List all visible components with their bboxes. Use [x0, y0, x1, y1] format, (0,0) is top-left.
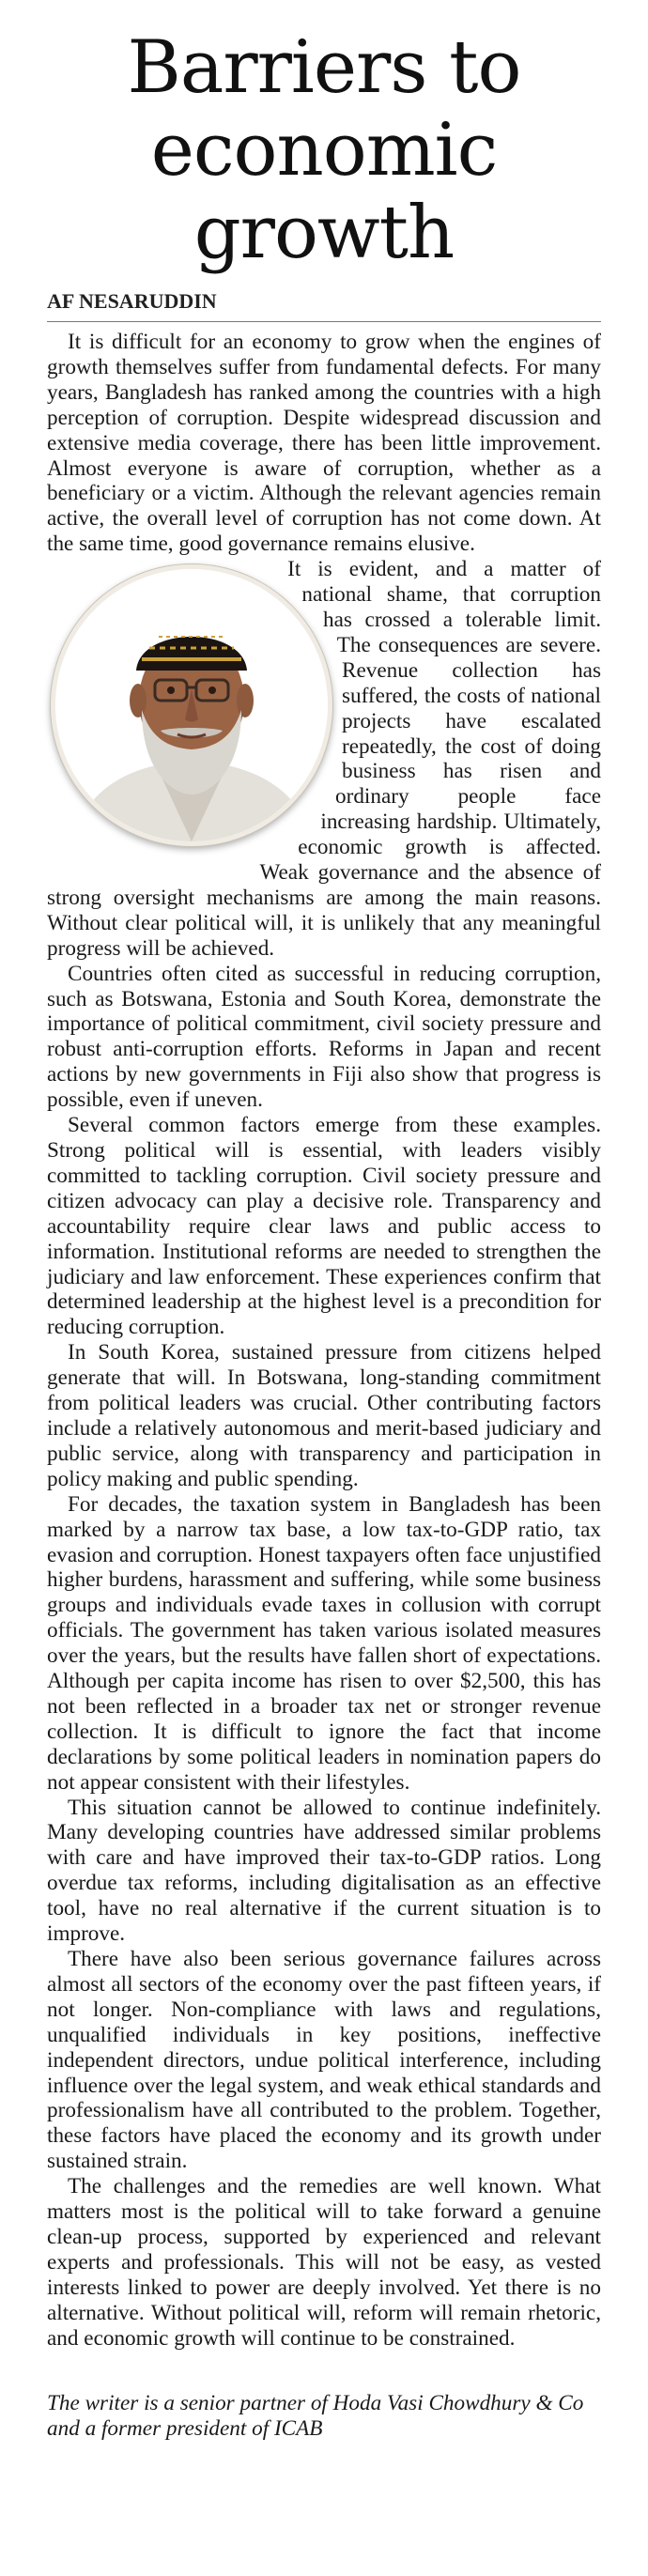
byline-divider [47, 321, 601, 322]
article-paragraph-2: It is evident, and a matter of national shame, that corruption has crossed a tolerable limit. The consequences are severe. Revenue collection has suffered, the costs of national projects have escalated repeatedly, the cost of doing business has risen and ordinary people face increasing hardship. Ultimately, economic growth is affected. Weak governance and the absence of strong oversight mechanisms are among the main reasons. Without clear political will, it is unlikely that any meaningful progress will be achieved. [47, 557, 601, 961]
article-paragraph-3: Countries often cited as successful in reducing corruption, such as Botswana, Estonia and South Korea, demonstrate the importance of political commitment, civil society pressure and robust anti-corruption efforts. Reforms in Japan and recent actions by new governments in Fiji also show that progress is possible, even if uneven. [47, 961, 601, 1113]
author-footer-note: The writer is a senior partner of Hoda Vasi Chowdhury & Co and a former president of ICAB [47, 2390, 584, 2441]
article-paragraph-5: In South Korea, sustained pressure from citizens helped generate that will. In Botswana, long-standing commitment from political leaders was crucial. Other contributing factors include a relatively autonomous and merit-based judiciary and public service, along with transparency and participation in policy making and public spending. [47, 1340, 601, 1491]
article-paragraph-6: For decades, the taxation system in Bangladesh has been marked by a narrow tax base, a low tax-to-GDP ratio, tax evasion and corruption. Honest taxpayers often face unjustified higher burdens, harassment and suffering, while some business groups and individuals evade taxes in collusion with corrupt officials. The government has taken various isolated measures over the years, but the results have fallen short of expectations. Although per capita income has risen to over $2,500, this has not been reflected in a broader tax net or stronger revenue collection. It is difficult to ignore the fact that income declarations by some political leaders in nomination papers do not appear consistent with their lifestyles. [47, 1491, 601, 1795]
article-headline: Barriers to economic growth [127, 25, 521, 275]
article-byline: AF NESARUDDIN [47, 289, 217, 313]
author-photo-frame [47, 559, 329, 878]
article-paragraph-8: There have also been serious governance failures across almost all sectors of the economy over the past fifteen years, if not longer. Non-compliance with laws and regulations, unqualified individuals in key positions, ineffective independent directors, undue political interference, including influence over the legal system, and weak ethical standards and professionalism have all contributed to the problem. Together, these factors have placed the economy and its growth under sustained strain. [47, 1947, 601, 2174]
article-paragraph-7: This situation cannot be allowed to continue indefinitely. Many developing countries have addressed similar problems with care and have improved their tax-to-GDP ratios. Long overdue tax reforms, including digitalisation as an effective tool, have no real alternative if the current situation is to improve. [47, 1795, 601, 1947]
article-paragraph-9: The challenges and the remedies are well known. What matters most is the political will to take forward a genuine clean-up process, supported by experienced and relevant experts and professionals. This will not be easy, as vested interests linked to power are deeply involved. Yet there is no alternative. Without political will, reform will remain rhetoric, and economic growth will continue to be constrained. [47, 2174, 601, 2351]
article-paragraph-4: Several common factors emerge from these examples. Strong political will is essential, with leaders visibly committed to tackling corruption. Civil society pressure and citizen advocacy can play a decisive role. Transparency and accountability require clear laws and public access to information. Institutional reforms are needed to strengthen the judiciary and law enforcement. These experiences confirm that determined leadership at the highest level is a precondition for reducing corruption. [47, 1113, 601, 1340]
article-body [47, 330, 601, 2352]
author-portrait-icon [51, 564, 332, 846]
article-paragraph-1: It is difficult for an economy to grow when the engines of growth themselves suffer from fundamental defects. For many years, Bangladesh has ranked among the countries with a high perception of corruption. Despite widespread discussion and extensive media coverage, there has been little improvement. Almost everyone is aware of corruption, whether as a beneficiary or a victim. Although the relevant agencies remain active, the overall level of corruption has not come down. At the same time, good governance remains elusive. [47, 330, 601, 557]
